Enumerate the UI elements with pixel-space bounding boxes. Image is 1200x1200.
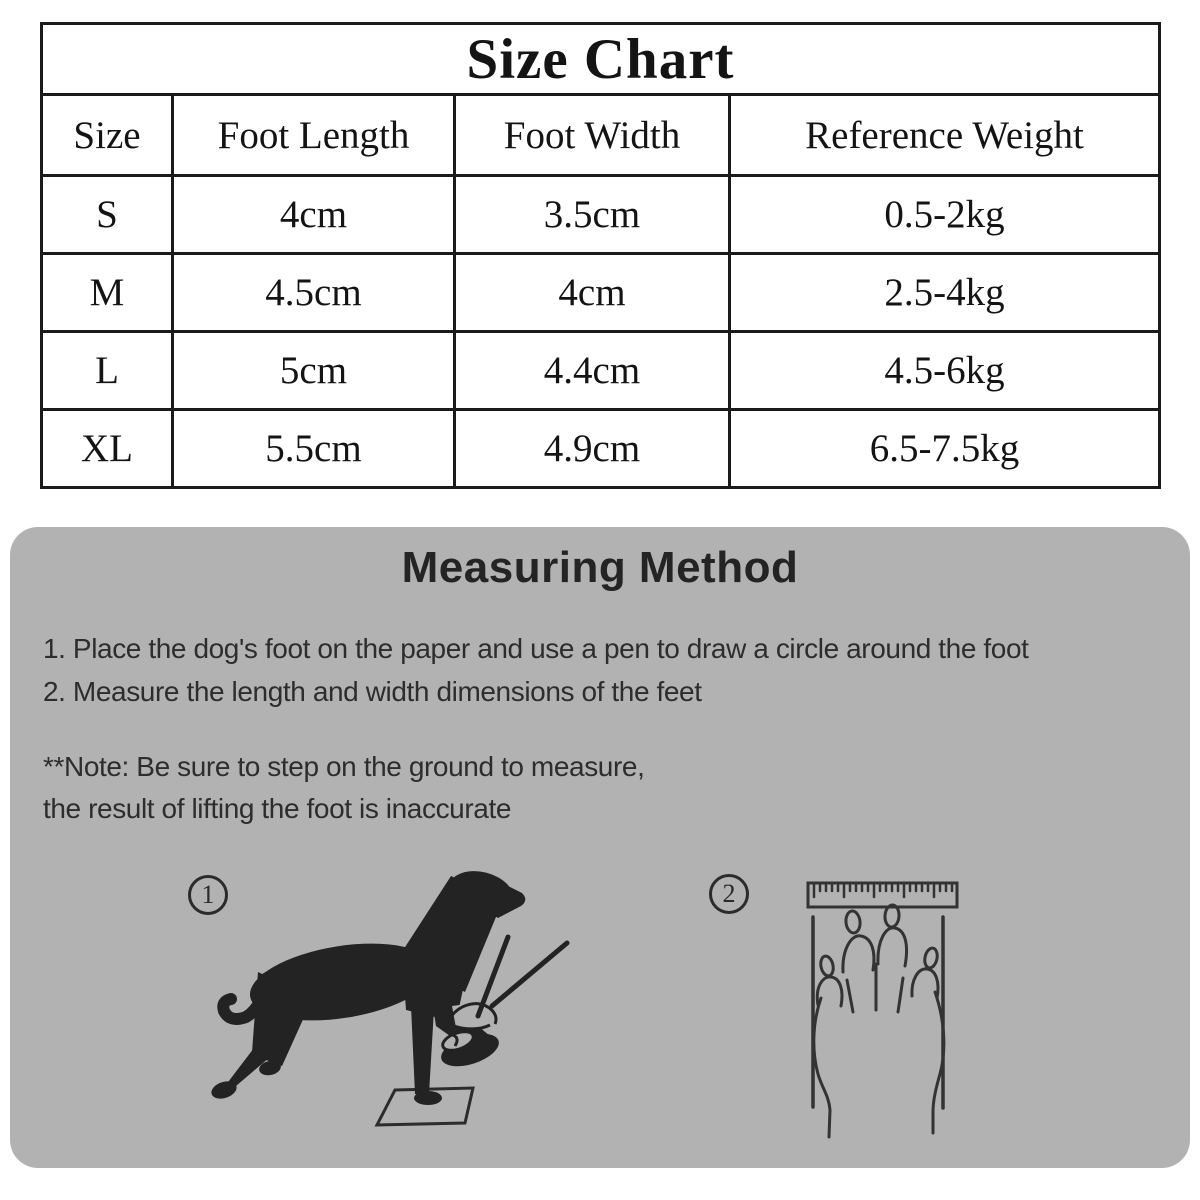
- size-chart-table: [40, 22, 1161, 489]
- figure-2-number: 2: [722, 879, 736, 908]
- cell-foot-width: 4.4cm: [455, 332, 730, 410]
- note-line-1: **Note: Be sure to step on the ground to measure,: [43, 751, 645, 782]
- column-header-foot-length: Foot Length: [173, 95, 455, 176]
- title-row: [42, 24, 1160, 95]
- note-line-2: the result of lifting the foot is inaccurate: [43, 793, 511, 824]
- cell-foot-length: 5cm: [173, 332, 455, 410]
- cell-size: S: [42, 176, 173, 254]
- measuring-method-panel: [10, 527, 1190, 1168]
- cell-foot-length: 5.5cm: [173, 410, 455, 488]
- cell-reference-weight: 0.5-2kg: [730, 176, 1160, 254]
- column-header-reference-weight: Reference Weight: [730, 95, 1160, 176]
- size-row-m: [42, 254, 1160, 332]
- cell-foot-width: 3.5cm: [455, 176, 730, 254]
- size-chart-title: Size Chart: [42, 24, 1160, 95]
- measuring-note: [43, 746, 644, 830]
- cell-foot-width: 4cm: [455, 254, 730, 332]
- figure-1-number: 1: [201, 880, 215, 909]
- cell-reference-weight: 6.5-7.5kg: [730, 410, 1160, 488]
- cell-foot-width: 4.9cm: [455, 410, 730, 488]
- size-row-l: [42, 332, 1160, 410]
- dog-tracing-illustration: [170, 860, 620, 1150]
- column-header-size: Size: [42, 95, 173, 176]
- size-row-xl: [42, 410, 1160, 488]
- header-row: [42, 95, 1160, 176]
- cell-reference-weight: 2.5-4kg: [730, 254, 1160, 332]
- cell-size: M: [42, 254, 173, 332]
- cell-size: L: [42, 332, 173, 410]
- cell-foot-length: 4.5cm: [173, 254, 455, 332]
- measuring-method-title: Measuring Method: [401, 543, 799, 592]
- cell-foot-length: 4cm: [173, 176, 455, 254]
- paw-ruler-illustration: [700, 860, 1000, 1160]
- step-2-text: 2. Measure the length and width dimensions of the feet: [43, 676, 702, 707]
- cell-size: XL: [42, 410, 173, 488]
- size-row-s: [42, 176, 1160, 254]
- step-1-text: 1. Place the dog's foot on the paper and use a pen to draw a circle around the foot: [43, 633, 1029, 664]
- column-header-foot-width: Foot Width: [455, 95, 730, 176]
- measuring-steps: [43, 627, 1029, 713]
- cell-reference-weight: 4.5-6kg: [730, 332, 1160, 410]
